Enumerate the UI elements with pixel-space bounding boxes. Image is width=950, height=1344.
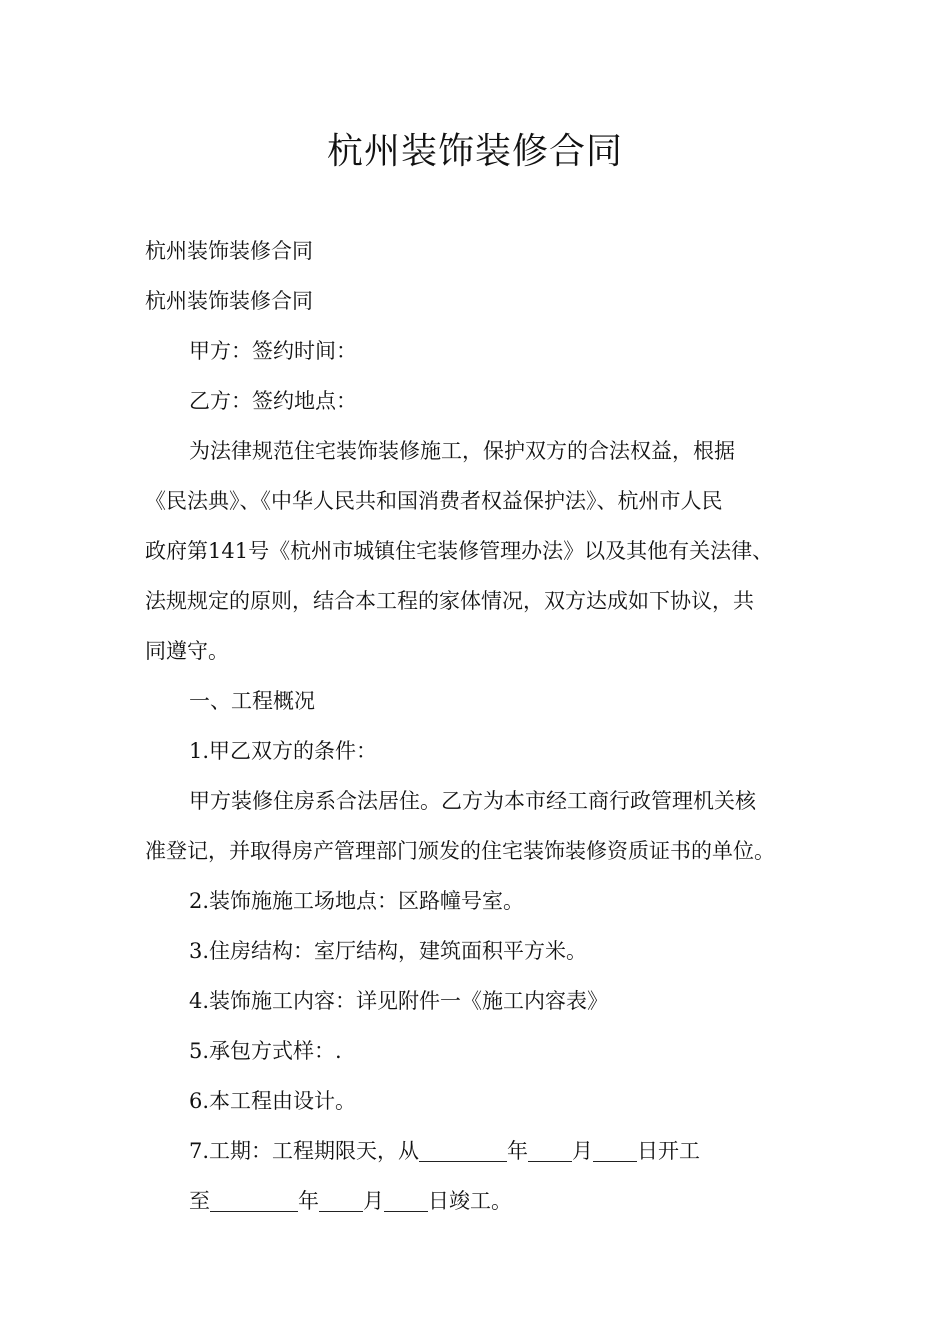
clause-line: 1.甲乙双方的条件： (189, 739, 378, 763)
year-blank (210, 1189, 298, 1212)
clause-line: 3.住房结构：室厅结构，建筑面积平方米。 (189, 939, 588, 963)
day-blank (384, 1189, 428, 1212)
document-title: 杭州装饰装修合同 (326, 131, 623, 172)
month-blank (528, 1139, 572, 1162)
day-blank (593, 1139, 637, 1162)
period-end-prefix: 至 (189, 1189, 210, 1213)
clause-line: 准登记，并取得房产管理部门颁发的住宅装饰装修资质证书的单位。 (145, 839, 775, 863)
body-line: 杭州装饰装修合同 (145, 289, 313, 313)
month-label: 月 (363, 1189, 384, 1213)
clause-line: 4.装饰施工内容：详见附件一《施工内容表》 (189, 989, 609, 1013)
period-start-prefix: 7.工期：工程期限天，从 (189, 1139, 420, 1163)
preamble-line: 法规规定的原则，结合本工程的家体情况，双方达成如下协议，共 (145, 589, 754, 613)
clause-line: 甲方装修住房系合法居住。乙方为本市经工商行政管理机关核 (189, 789, 756, 813)
day-suffix: 日开工 (637, 1139, 701, 1163)
preamble-line: 同遵守。 (145, 639, 229, 663)
body-line: 杭州装饰装修合同 (145, 239, 313, 263)
party-a-line: 甲方：签约时间： (189, 339, 357, 363)
section-heading: 一、工程概况 (189, 689, 315, 713)
year-label: 年 (298, 1189, 319, 1213)
clause-line: 6.本工程由设计。 (189, 1089, 357, 1113)
document-body (145, 226, 825, 1226)
preamble-line: 政府第141号《杭州市城镇住宅装修管理办法》以及其他有关法律、 (145, 539, 774, 563)
period-start-line (145, 1126, 825, 1176)
day-suffix: 日竣工。 (428, 1189, 512, 1213)
party-b-line: 乙方：签约地点： (189, 389, 357, 413)
clause-line: 2.装饰施施工场地点：区路幢号室。 (189, 889, 525, 913)
clause-line: 5.承包方式样：. (189, 1039, 342, 1063)
period-end-line (145, 1176, 825, 1226)
year-blank (419, 1139, 507, 1162)
month-blank (319, 1189, 363, 1212)
month-label: 月 (572, 1139, 594, 1163)
preamble-line: 《民法典》、《中华人民共和国消费者权益保护法》、杭州市人民 (145, 489, 723, 513)
preamble-line: 为法律规范住宅装饰装修施工，保护双方的合法权益，根据 (189, 439, 735, 463)
year-label: 年 (507, 1139, 529, 1163)
